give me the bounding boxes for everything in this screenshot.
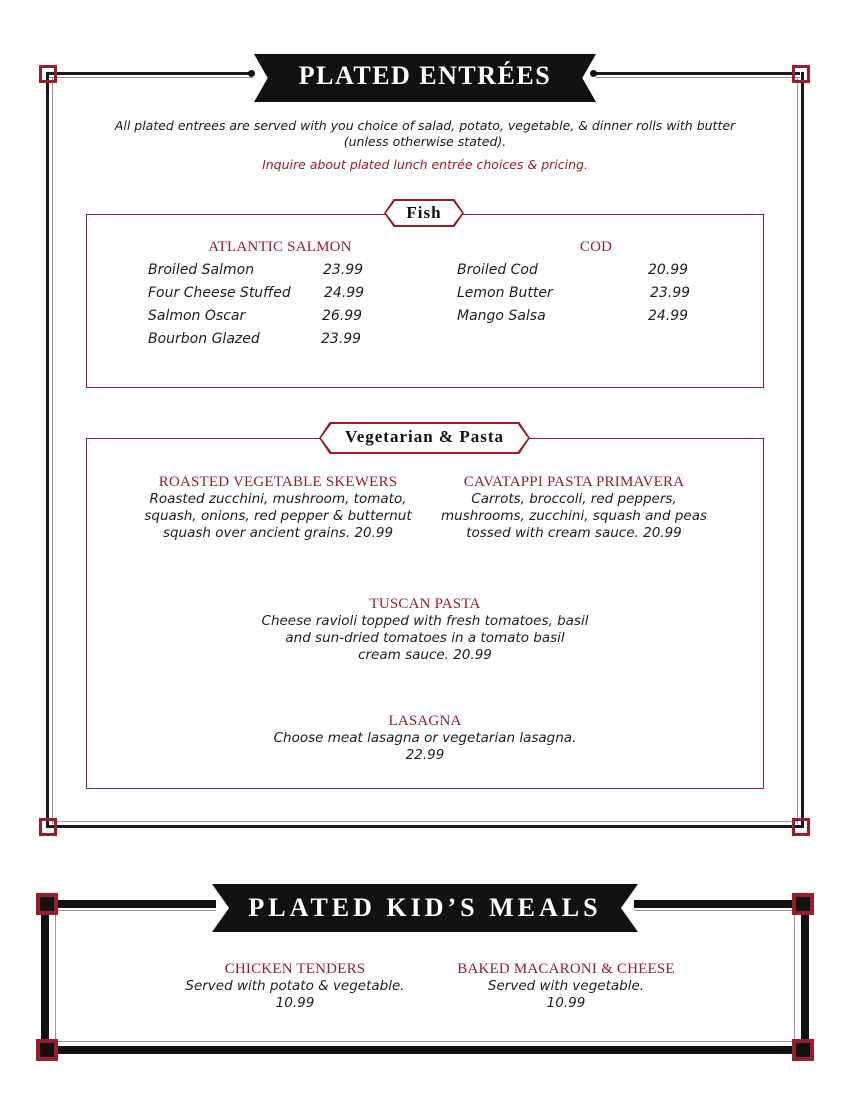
tuscan-title: TUSCAN PASTA <box>369 596 481 612</box>
corner-ornament <box>792 893 814 915</box>
tuscan-block <box>225 596 625 664</box>
corner-ornament <box>792 65 810 83</box>
item-name: Broiled Cod <box>457 262 538 278</box>
list-item <box>148 262 388 278</box>
corner-ornament <box>39 818 57 836</box>
corner-ornament <box>36 1039 58 1061</box>
mac-title: BAKED MACARONI & CHEESE <box>457 961 675 977</box>
skewers-line-1: Roasted zucchini, mushroom, tomato, <box>149 491 407 507</box>
skewers-line-3: squash over ancient grains. 20.99 <box>162 525 394 541</box>
list-item <box>148 308 388 324</box>
tuscan-line-1: Cheese ravioli topped with fresh tomatoes, basil <box>261 613 589 629</box>
item-name: Bourbon Glazed <box>148 331 260 347</box>
primavera-line-2: mushrooms, zucchini, squash and peas <box>441 508 707 524</box>
intro-line-2: (unless otherwise stated). <box>343 134 507 149</box>
entrees-title: PLATED ENTRÉES <box>298 61 552 90</box>
skewers-title: ROASTED VEGETABLE SKEWERS <box>158 474 398 490</box>
corner-ornament <box>39 65 57 83</box>
item-name: Salmon Oscar <box>148 308 246 324</box>
primavera-line-1: Carrots, broccoli, red peppers, <box>471 491 677 507</box>
corner-ornament <box>792 1039 814 1061</box>
tenders-line-1: Served with potato & vegetable. <box>185 978 405 994</box>
item-price: 23.99 <box>650 285 691 301</box>
tuscan-line-2: and sun-dried tomatoes in a tomato basil <box>285 630 565 646</box>
primavera-line-3: tossed with cream sauce. 20.99 <box>466 525 682 541</box>
list-item <box>457 262 697 278</box>
list-item <box>148 331 388 347</box>
skewers-line-2: squash, onions, red pepper & butternut <box>144 508 412 524</box>
cod-title: COD <box>579 239 613 255</box>
item-price: 23.99 <box>321 331 362 347</box>
item-price: 24.99 <box>648 308 689 324</box>
item-price: 20.99 <box>648 262 689 278</box>
list-item <box>457 285 697 301</box>
item-name: Broiled Salmon <box>148 262 255 278</box>
mac-line-1: Served with vegetable. <box>487 978 645 994</box>
item-price: 26.99 <box>322 308 363 324</box>
entrees-intro <box>100 118 750 150</box>
item-name: Lemon Butter <box>457 285 553 301</box>
corner-ornament <box>36 893 58 915</box>
tenders-title: CHICKEN TENDERS <box>224 961 366 977</box>
lasagna-line-1: Choose meat lasagna or vegetarian lasagna. <box>273 730 577 746</box>
item-name: Four Cheese Stuffed <box>148 285 291 301</box>
primavera-block <box>424 474 724 542</box>
salmon-title: ATLANTIC SALMON <box>208 239 352 255</box>
veg-heading: Vegetarian & Pasta <box>344 427 504 446</box>
list-item <box>148 285 388 301</box>
lunch-note: Inquire about plated lunch entrée choices & pricing. <box>262 157 588 172</box>
fish-heading: Fish <box>406 203 442 222</box>
lasagna-title: LASAGNA <box>388 713 462 729</box>
tenders-block <box>160 961 430 1012</box>
intro-line-1: All plated entrees are served with you choice of salad, potato, vegetable, & dinner rolls with butter <box>114 118 736 133</box>
tuscan-line-3: cream sauce. 20.99 <box>358 647 492 663</box>
item-price: 24.99 <box>324 285 365 301</box>
mac-line-2: 10.99 <box>546 995 586 1011</box>
kids-title: PLATED KID’S MEALS <box>248 893 602 922</box>
item-name: Mango Salsa <box>457 308 546 324</box>
item-price: 23.99 <box>323 262 364 278</box>
lasagna-block <box>225 713 625 764</box>
tenders-line-2: 10.99 <box>275 995 315 1011</box>
mac-block <box>431 961 701 1012</box>
list-item <box>457 308 697 324</box>
skewers-block <box>133 474 423 542</box>
primavera-title: CAVATAPPI PASTA PRIMAVERA <box>463 474 685 490</box>
corner-ornament <box>792 818 810 836</box>
lasagna-line-2: 22.99 <box>405 747 445 763</box>
